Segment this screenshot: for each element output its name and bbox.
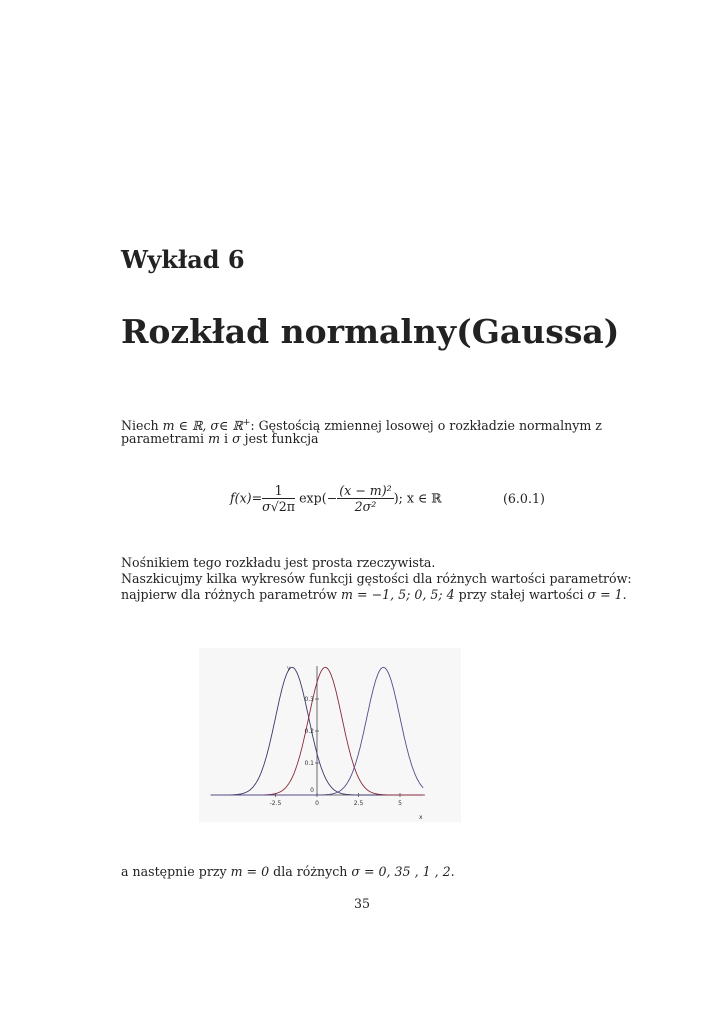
page-number: 35	[353, 896, 371, 911]
para2-line3-b: przy stałej wartości	[454, 587, 588, 602]
gaussian-figure	[199, 648, 461, 822]
formula-tail: ); x ∈ ℝ	[393, 490, 442, 506]
intro-text-2: : Gęstością zmiennej losowej o rozkładzie normalnym z	[250, 418, 602, 434]
para2-line3-s: σ = 1	[587, 587, 623, 602]
closing-s: σ = 0, 35 , 1 , 2	[351, 864, 451, 879]
formula-frac2-num: (x − m)²	[339, 483, 392, 498]
para2-line3-a: najpierw dla różnych parametrów	[121, 587, 342, 602]
y-tick-label-1: 0.1	[304, 760, 314, 767]
para2-line3-c: .	[622, 587, 627, 602]
closing-a: a następnie przy	[121, 864, 231, 879]
formula-frac1-sigma: σ	[262, 499, 271, 514]
chapter-heading: Wykład 6	[121, 245, 245, 274]
intro-line2-m: m	[208, 431, 221, 446]
x-tick-label-1: 0	[315, 800, 319, 807]
equation-number: (6.0.1)	[503, 491, 545, 506]
x-tick-label-3: 5	[398, 800, 402, 807]
intro-line2-b: i	[220, 431, 233, 446]
intro-sup: +	[242, 418, 251, 428]
x-tick-label-2: 2.5	[353, 800, 364, 807]
intro-line2-sigma: σ	[232, 431, 241, 446]
formula-frac-2	[337, 483, 393, 515]
density-formula	[230, 483, 442, 515]
para2-line-1: Nośnikiem tego rozkładu jest prosta rzeczywista.	[121, 555, 436, 570]
formula-frac1-den	[262, 499, 295, 515]
intro-line2-a: parametrami	[121, 431, 209, 446]
intro-text-1: Niech	[121, 418, 163, 434]
intro-math-1: m ∈ ℝ, σ∈ ℝ	[162, 418, 243, 434]
formula-frac1-sqrt: √2π	[270, 499, 296, 514]
intro-line-2	[121, 431, 319, 447]
closing-m: m = 0	[230, 864, 270, 879]
para2-line3-m: m = −1, 5; 0, 5; 4	[341, 587, 455, 602]
formula-frac1-num: 1	[262, 483, 295, 499]
y-tick-label-2: 0.2	[304, 728, 314, 735]
para2-line-3	[121, 587, 627, 603]
para2-line-2: Naszkicujmy kilka wykresów funkcji gęstości dla różnych wartości parametrów:	[121, 571, 632, 586]
formula-exp: exp(−	[299, 490, 338, 506]
closing-b: dla różnych	[269, 864, 352, 879]
chapter-title: Rozkład normalny(Gaussa)	[121, 312, 620, 351]
x-tick-label-0: -2.5	[269, 800, 282, 807]
closing-line	[121, 864, 455, 880]
formula-lhs: f(x)=	[230, 490, 263, 506]
y-tick-label-3: 0.3	[304, 696, 314, 703]
intro-line2-c: jest funkcja	[240, 431, 319, 446]
formula-frac-1	[262, 483, 295, 515]
closing-c: .	[450, 864, 455, 879]
y-axis-label: y	[287, 665, 291, 672]
gaussian-chart	[199, 648, 461, 822]
y-tick-label-0: 0	[310, 787, 314, 794]
x-axis-label: x	[419, 814, 423, 821]
formula-frac2-den: 2σ²	[354, 499, 377, 514]
